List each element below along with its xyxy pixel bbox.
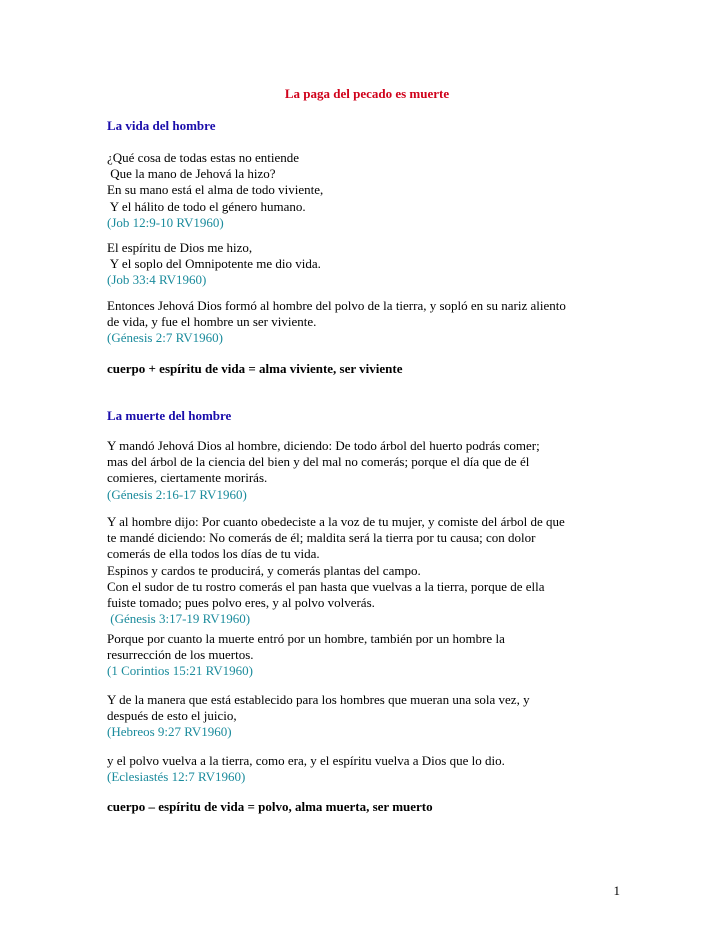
verse-line: Espinos y cardos te producirá, y comerás plantas del campo. bbox=[107, 562, 421, 578]
verse-genesis-2-7 bbox=[107, 298, 627, 347]
verse-line: Que la mano de Jehová la hizo? bbox=[107, 166, 276, 182]
formula-life: cuerpo + espíritu de vida = alma viviente, ser viviente bbox=[107, 361, 403, 376]
verse-line: Entonces Jehová Dios formó al hombre del polvo de la tierra, y sopló en su nariz aliento bbox=[107, 298, 566, 313]
formula-death: cuerpo – espíritu de vida = polvo, alma muerta, ser muerto bbox=[107, 799, 433, 814]
section-heading-life: La vida del hombre bbox=[107, 118, 216, 133]
verse-line: ¿Qué cosa de todas estas no entiende bbox=[107, 150, 300, 165]
verse-reference: (Job 12:9-10 RV1960) bbox=[107, 214, 224, 230]
verse-line: mas del árbol de la ciencia del bien y del mal no comerás; porque el día que de él bbox=[107, 454, 530, 470]
verse-job-33 bbox=[107, 240, 627, 289]
verse-line: Y mandó Jehová Dios al hombre, diciendo: De todo árbol del huerto podrás comer; bbox=[107, 438, 540, 453]
page-number: 1 bbox=[613, 883, 620, 898]
verse-reference: (1 Corintios 15:21 RV1960) bbox=[107, 663, 253, 679]
verse-genesis-3-17 bbox=[107, 514, 627, 627]
verse-job-12 bbox=[107, 150, 627, 231]
verse-reference: (Eclesiastés 12:7 RV1960) bbox=[107, 769, 246, 785]
verse-reference: (Job 33:4 RV1960) bbox=[107, 272, 207, 288]
verse-line: te mandé diciendo: No comerás de él; maldita será la tierra por tu causa; con dolor bbox=[107, 530, 536, 546]
verse-ecclesiastes bbox=[107, 753, 627, 785]
verse-line: después de esto el juicio, bbox=[107, 708, 237, 724]
verse-line: Y de la manera que está establecido para los hombres que mueran una sola vez, y bbox=[107, 692, 530, 707]
verse-line: comieres, ciertamente morirás. bbox=[107, 470, 268, 486]
verse-line: En su mano está el alma de todo viviente, bbox=[107, 182, 324, 198]
page-title: La paga del pecado es muerte bbox=[284, 86, 450, 101]
verse-reference: (Hebreos 9:27 RV1960) bbox=[107, 724, 232, 740]
verse-reference: (Génesis 3:17-19 RV1960) bbox=[107, 611, 251, 627]
verse-line: resurrección de los muertos. bbox=[107, 647, 254, 663]
verse-line: y el polvo vuelva a la tierra, como era, y el espíritu vuelva a Dios que lo dio. bbox=[107, 753, 505, 768]
verse-reference: (Génesis 2:7 RV1960) bbox=[107, 330, 223, 346]
verse-1-corinthians bbox=[107, 631, 627, 680]
section-heading-death: La muerte del hombre bbox=[107, 408, 232, 423]
verse-line: Y al hombre dijo: Por cuanto obedeciste a la voz de tu mujer, y comiste del árbol de que bbox=[107, 514, 565, 529]
verse-reference: (Génesis 2:16-17 RV1960) bbox=[107, 486, 247, 502]
verse-line: de vida, y fue el hombre un ser viviente. bbox=[107, 314, 317, 330]
verse-line: comerás de ella todos los días de tu vida. bbox=[107, 546, 320, 562]
verse-hebrews bbox=[107, 692, 627, 741]
verse-line: Y el hálito de todo el género humano. bbox=[107, 198, 306, 214]
verse-line: Porque por cuanto la muerte entró por un hombre, también por un hombre la bbox=[107, 631, 505, 646]
verse-line: Con el sudor de tu rostro comerás el pan hasta que vuelvas a la tierra, porque de ella bbox=[107, 578, 545, 594]
verse-line: Y el soplo del Omnipotente me dio vida. bbox=[107, 256, 321, 272]
verse-genesis-2-16 bbox=[107, 438, 627, 503]
verse-line: fuiste tomado; pues polvo eres, y al polvo volverás. bbox=[107, 595, 375, 611]
verse-line: El espíritu de Dios me hizo, bbox=[107, 240, 253, 255]
